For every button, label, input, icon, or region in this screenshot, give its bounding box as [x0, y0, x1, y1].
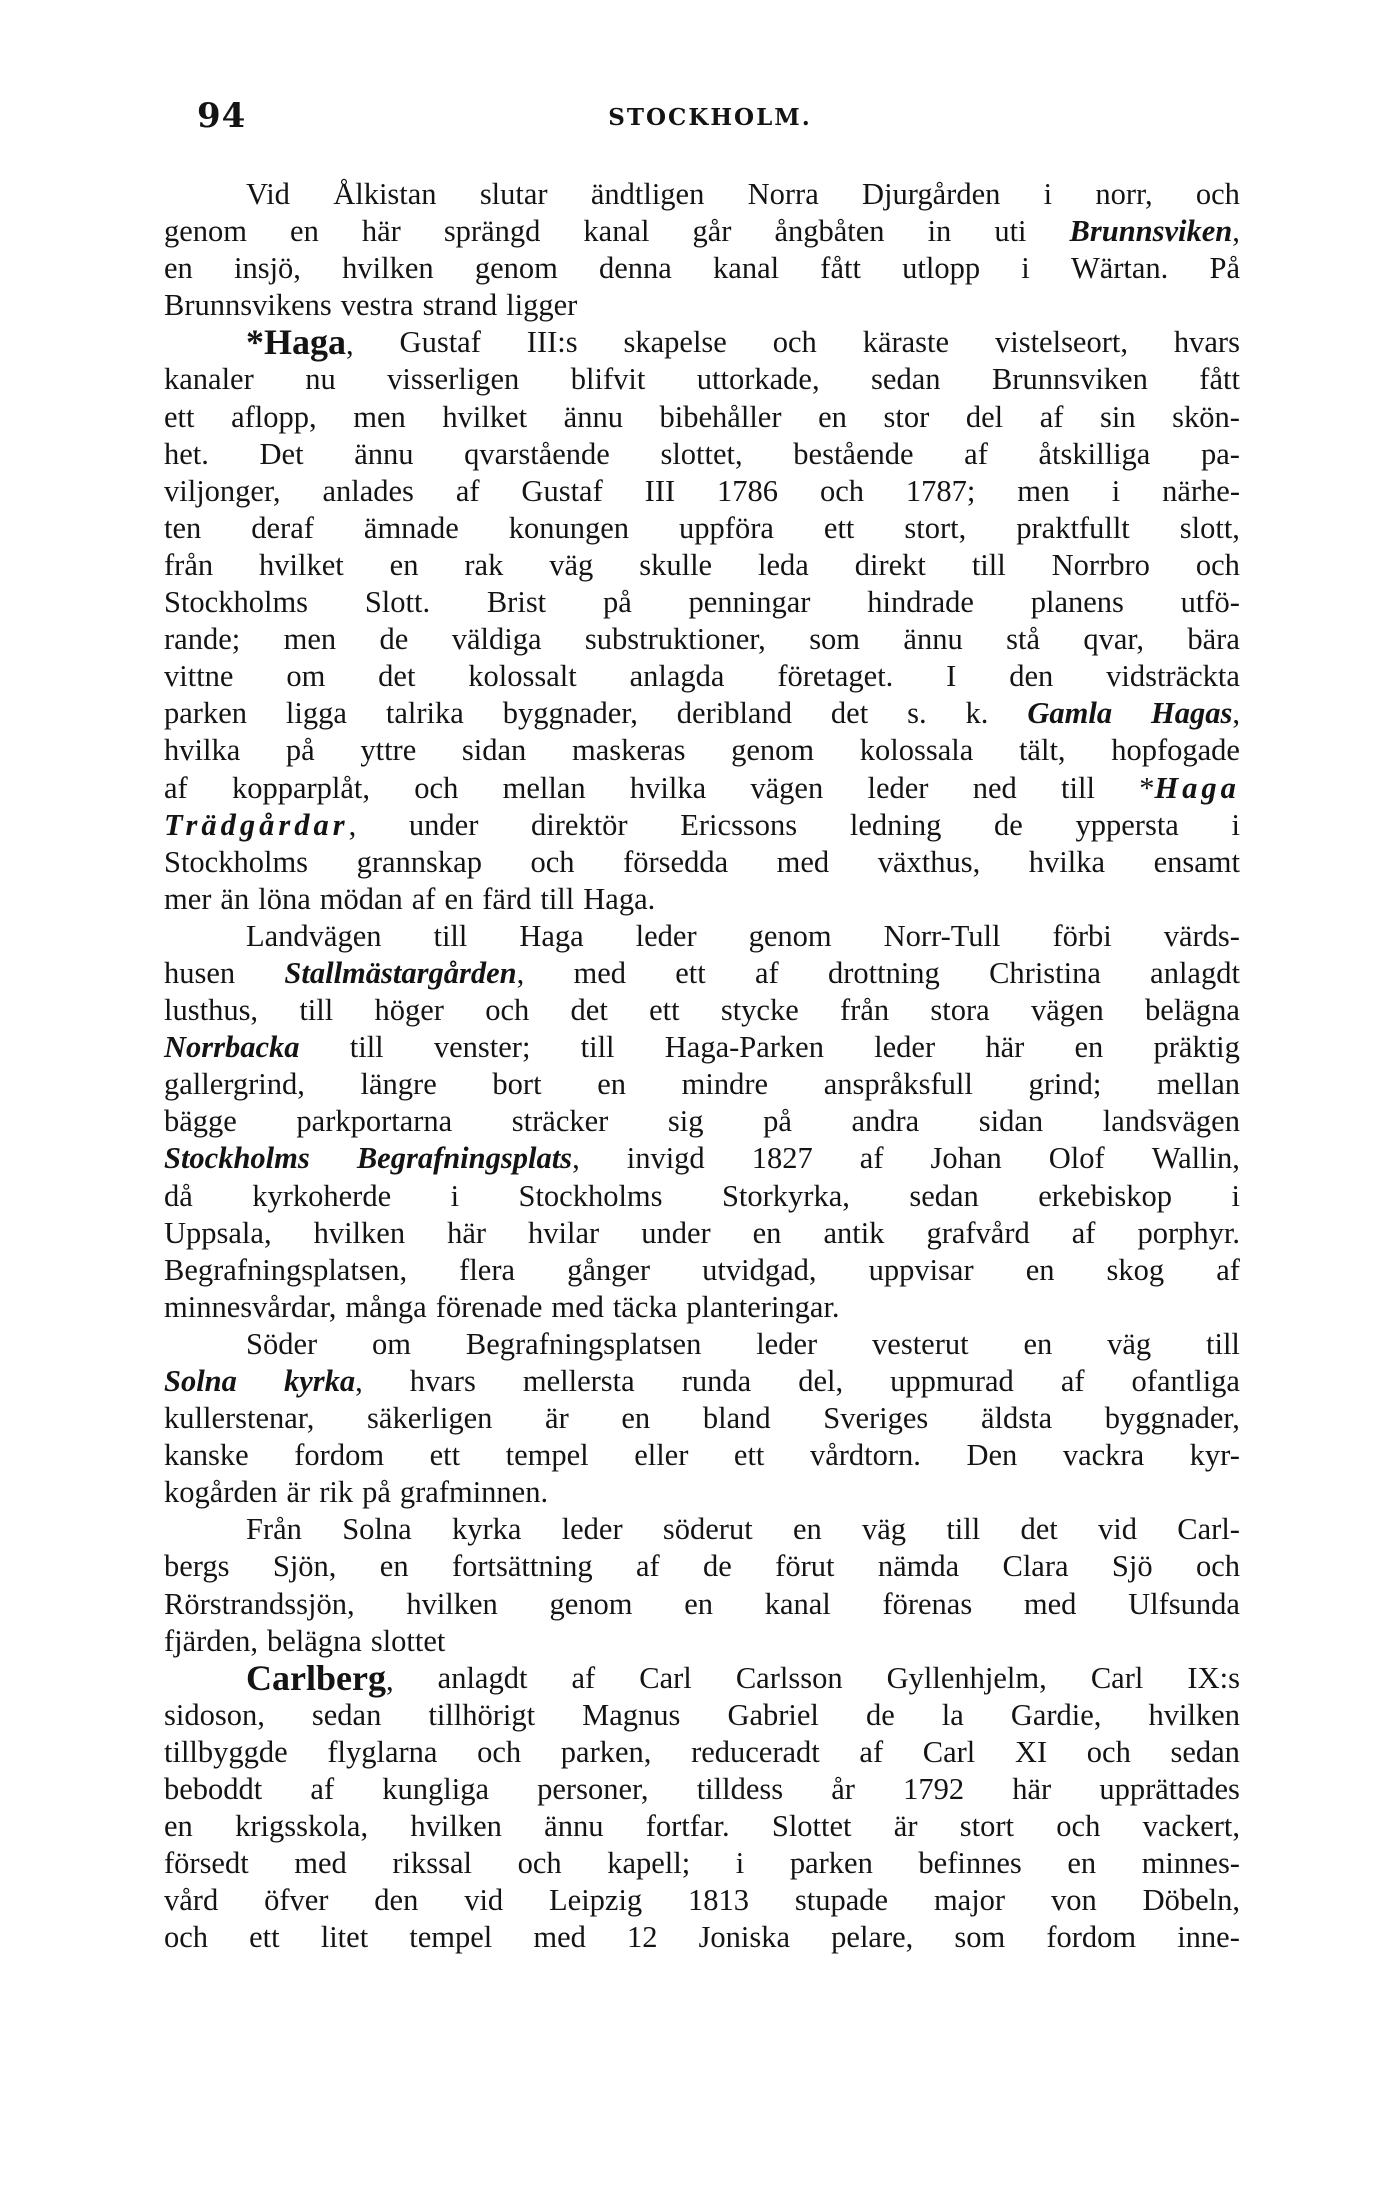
- text-line: en krigsskola, hvilken ännu fortfar. Slottet är stort och vackert,: [164, 1809, 1240, 1844]
- text-line: vård öfver den vid Leipzig 1813 stupade major von Döbeln,: [164, 1883, 1240, 1918]
- text-line: Stockholms Slott. Brist på penningar hindrade planens utfö-: [164, 585, 1240, 620]
- text-line: bergs Sjön, en fortsättning af de förut nämda Clara Sjö och: [164, 1549, 1240, 1584]
- running-head: STOCKHOLM.: [608, 104, 812, 131]
- text-line: minnesvårdar, många förenade med täcka planteringar.: [164, 1289, 840, 1324]
- text-line: Vid Ålkistan slutar ändtligen Norra Djurgården i norr, och: [246, 177, 1240, 211]
- text-line: Rörstrandssjön, hvilken genom en kanal förenas med Ulfsunda: [164, 1586, 1240, 1621]
- text-line: kullerstenar, säkerligen är en bland Sveriges äldsta byggnader,: [164, 1401, 1240, 1436]
- text-line: och ett litet tempel med 12 Joniska pelare, som fordom inne-: [164, 1920, 1240, 1955]
- text-line: ten deraf ämnade konungen uppföra ett stort, praktfullt slott,: [164, 510, 1240, 545]
- text-line: het. Det ännu qvarstående slottet, bestående af åtskilliga pa-: [164, 436, 1240, 471]
- text-line: mer än löna mödan af en färd till Haga.: [164, 881, 656, 916]
- text-line: Brunnsvikens vestra strand ligger: [164, 288, 578, 323]
- text-line: fjärden, belägna slottet: [164, 1623, 446, 1658]
- text-line: från hvilket en rak väg skulle leda direkt till Norrbro och: [164, 547, 1240, 582]
- text-line: Solna kyrka, hvars mellersta runda del, uppmurad af ofantliga: [164, 1364, 1240, 1398]
- text-line: bägge parkportarna sträcker sig på andra sidan landsvägen: [164, 1104, 1240, 1139]
- text-line: Carlberg, anlagdt af Carl Carlsson Gyllenhjelm, Carl IX:s: [246, 1657, 1240, 1698]
- text-line: genom en här sprängd kanal går ångbåten in uti Brunnsviken,: [164, 214, 1240, 249]
- text-line: tillbyggde flyglarna och parken, reduceradt af Carl XI och sedan: [164, 1734, 1240, 1769]
- text-line: vittne om det kolossalt anlagda företaget. I den vidsträckta: [164, 659, 1240, 694]
- text-line: husen Stallmästargården, med ett af drottning Christina anlagdt: [164, 955, 1240, 990]
- text-line: rande; men de väldiga substruktioner, som ännu stå qvar, bära: [164, 622, 1240, 657]
- text-line: af kopparplåt, och mellan hvilka vägen leder ned till *Haga: [164, 770, 1240, 805]
- text-line: Stockholms grannskap och försedda med växthus, hvilka ensamt: [164, 844, 1240, 879]
- text-line: gallergrind, längre bort en mindre anspråksfull grind; mellan: [164, 1067, 1240, 1102]
- text-line: Begrafningsplatsen, flera gånger utvidgad, uppvisar en skog af: [164, 1252, 1240, 1287]
- text-line: viljonger, anlades af Gustaf III 1786 och 1787; men i närhe-: [164, 473, 1240, 508]
- text-line: Stockholms Begrafningsplats, invigd 1827 af Johan Olof Wallin,: [164, 1141, 1240, 1176]
- text-line: försedt med rikssal och kapell; i parken befinnes en minnes-: [164, 1846, 1240, 1881]
- text-line: parken ligga talrika byggnader, deribland det s. k. Gamla Hagas,: [164, 696, 1240, 731]
- text-line: kanaler nu visserligen blifvit uttorkade, sedan Brunnsviken fått: [164, 362, 1240, 397]
- page-number: 94: [197, 96, 247, 136]
- text-line: sidoson, sedan tillhörigt Magnus Gabriel de la Gardie, hvilken: [164, 1697, 1240, 1732]
- body-text: [164, 176, 1249, 1957]
- text-line: Uppsala, hvilken här hvilar under en antik grafvård af porphyr.: [164, 1215, 1240, 1250]
- text-line: Norrbacka till venster; till Haga-Parken leder här en präktig: [164, 1030, 1240, 1065]
- text-line: Från Solna kyrka leder söderut en väg till det vid Carl-: [246, 1512, 1240, 1547]
- text-line: en insjö, hvilken genom denna kanal fått utlopp i Wärtan. På: [164, 251, 1240, 286]
- text-line: *Haga, Gustaf III:s skapelse och käraste vistelseort, hvars: [246, 322, 1240, 363]
- text-line: lusthus, till höger och det ett stycke från stora vägen belägna: [164, 993, 1240, 1028]
- text-line: beboddt af kungliga personer, tilldess år 1792 här upprättades: [164, 1772, 1240, 1807]
- text-line: då kyrkoherde i Stockholms Storkyrka, sedan erkebiskop i: [164, 1178, 1240, 1213]
- text-line: kogården är rik på grafminnen.: [164, 1475, 549, 1510]
- text-line: hvilka på yttre sidan maskeras genom kolossala tält, hopfogade: [164, 733, 1240, 768]
- page-header: [150, 96, 1270, 146]
- text-line: kanske fordom ett tempel eller ett vårdtorn. Den vackra kyr-: [164, 1438, 1240, 1473]
- text-line: ett aflopp, men hvilket ännu bibehåller en stor del af sin skön-: [164, 399, 1240, 434]
- text-line: Trädgårdar, under direktör Ericssons ledning de yppersta i: [164, 807, 1240, 842]
- text-line: Landvägen till Haga leder genom Norr-Tull förbi värds-: [246, 918, 1240, 953]
- text-line: Söder om Begrafningsplatsen leder vesterut en väg till: [246, 1326, 1240, 1361]
